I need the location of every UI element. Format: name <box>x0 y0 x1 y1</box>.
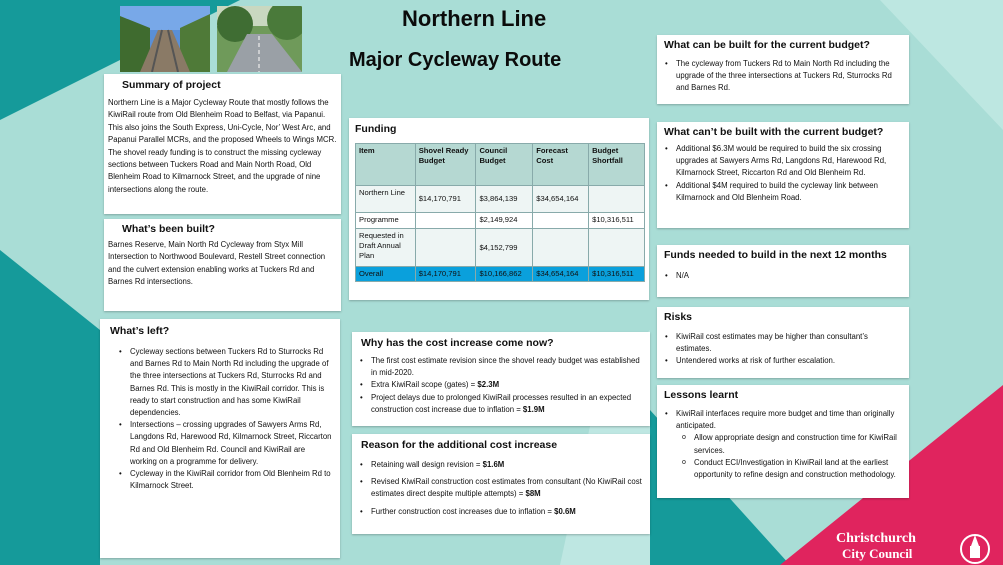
summary-heading: Summary of project <box>122 79 221 91</box>
list-item: o Allow appropriate design and construction time for KiwiRail services. <box>680 432 904 456</box>
list-item <box>357 379 645 391</box>
table-total-row <box>356 267 645 282</box>
risks-card <box>657 307 909 378</box>
table-header: Forecast Cost <box>533 144 589 186</box>
can-list <box>662 58 904 95</box>
list-item: • Cycleway in the KiwiRail corridor from Old Blenheim Rd to Kilmarnock Street. <box>116 468 334 492</box>
cant-list <box>662 143 904 204</box>
why-heading: Why has the cost increase come now? <box>361 337 554 349</box>
table-header: Item <box>356 144 416 186</box>
table-row <box>356 186 645 213</box>
table-cell: $34,654,164 <box>533 186 589 213</box>
table-cell <box>415 229 476 267</box>
item-amount: $1.6M <box>482 460 505 469</box>
table-cell <box>533 213 589 229</box>
item-amount: $8M <box>525 489 541 499</box>
list-item: • Untendered works at risk of further escalation. <box>662 355 904 367</box>
funding-table <box>355 143 645 282</box>
council-logo <box>836 532 996 564</box>
funds-list <box>662 270 904 282</box>
item-text: Retaining wall design revision = <box>371 460 483 469</box>
table-cell: $10,316,511 <box>589 267 645 282</box>
lessons-sublist <box>680 432 904 481</box>
table-cell: $10,316,511 <box>589 213 645 229</box>
lessons-list <box>662 408 904 432</box>
lessons-heading: Lessons learnt <box>664 389 739 401</box>
table-cell: Programme <box>356 213 416 229</box>
table-cell <box>589 229 645 267</box>
list-item: • N/A <box>662 270 904 282</box>
built-body: Barnes Reserve, Main North Rd Cycleway from Styx Mill Intersection to Northwood Boulevard, Restell Street connection and the culvert extension enabling works at Tuckers Rd and Barnes Rd intersections. <box>108 240 326 287</box>
can-card <box>657 35 909 104</box>
left-card <box>100 319 340 558</box>
list-item: • Intersections – crossing upgrades of Sawyers Arms Rd, Langdons Rd, Harewood Rd, Kilmarnock Street, Riccarton Rd and Old Blenheim Rd. Council and KiwiRail are working on a programme for delivery. <box>116 419 334 468</box>
table-cell: Northern Line <box>356 186 416 213</box>
table-cell: $10,166,862 <box>476 267 533 282</box>
logo-text-line1: Christchurch <box>836 531 916 546</box>
table-cell: Requested in Draft Annual Plan <box>356 229 416 267</box>
reason-heading: Reason for the additional cost increase <box>361 439 558 451</box>
table-cell: $4,152,799 <box>476 229 533 267</box>
item-amount: $0.6M <box>554 506 576 516</box>
list-item: • The cycleway from Tuckers Rd to Main North Rd including the upgrade of the three intersections at Tuckers Rd, Sturrocks Rd and Barnes Rd. <box>662 58 904 95</box>
list-item: • KiwiRail cost estimates may be higher than consultant’s estimates. <box>662 331 904 355</box>
why-card <box>352 332 650 426</box>
page-title: Northern Line <box>402 6 547 31</box>
photo-cycleway-path <box>217 6 302 72</box>
table-cell: $14,170,791 <box>415 267 476 282</box>
table-row <box>356 229 645 267</box>
why-list <box>357 355 645 416</box>
lessons-card <box>657 385 909 498</box>
cant-card <box>657 122 909 228</box>
table-cell: $3,864,139 <box>476 186 533 213</box>
risks-heading: Risks <box>664 311 693 323</box>
item-amount: $2.3M <box>477 380 500 390</box>
summary-card <box>104 74 341 214</box>
list-item: • Additional $4M required to build the cycleway link between Kilmarnock and Old Blenheim Road. <box>662 180 904 204</box>
risks-list <box>662 331 904 368</box>
cathedral-icon <box>958 532 992 564</box>
list-item: • Cycleway sections between Tuckers Rd to Sturrocks Rd and Barnes Rd to Main North Rd including the upgrade of the three intersections at Tuckers Rd, Sturrocks Rd and Barnes Rd. This is mostly in the KiwiRail corridor. This is ready to start construction and has some KiwiRail dependencies. <box>116 346 334 419</box>
list-item <box>357 392 645 416</box>
reason-list <box>357 459 645 518</box>
funds-heading: Funds needed to build in the next 12 months <box>664 249 887 261</box>
table-cell <box>589 186 645 213</box>
left-list <box>116 346 334 492</box>
table-header: Budget Shortfall <box>589 144 645 186</box>
table-header: Council Budget <box>476 144 533 186</box>
item-text: Revised KiwiRail construction cost estimates from consultant (No KiwiRail cost estimates direct despite multiple attempts) = <box>371 477 642 499</box>
table-header: Shovel Ready Budget <box>415 144 476 186</box>
funds-card <box>657 245 909 297</box>
summary-body: Northern Line is a Major Cycleway Route that mostly follows the KiwiRail route from Old Blenheim Road to Belfast, via Papanui. This also joins the South Express, Uni-Cycle, Nor’ West Arc, and Papanui Parallel MCRs, and the proposed Wheels to Wings MCR. The shovel ready funding is to construct the missing cycleway sections between Tuckers Road and Main North Road, Old Blenheim Road to Kilmarnock Street, and the upgrade of nine intersections along the route. <box>108 98 337 194</box>
table-cell <box>415 213 476 229</box>
built-card <box>104 219 341 311</box>
item-text: Further construction cost increases due to inflation = <box>371 506 555 516</box>
list-item: o Conduct ECI/Investigation in KiwiRail land at the earliest opportunity to refine design and construction methodology. <box>680 457 904 481</box>
can-heading: What can be built for the current budget? <box>664 39 870 51</box>
cant-heading: What can’t be built with the current budget? <box>664 126 884 138</box>
left-heading: What’s left? <box>110 325 170 337</box>
page-subtitle: Major Cycleway Route <box>349 49 562 71</box>
table-cell: $34,654,164 <box>533 267 589 282</box>
table-cell: $2,149,924 <box>476 213 533 229</box>
table-cell: $14,170,791 <box>415 186 476 213</box>
item-amount: $1.9M <box>522 404 545 414</box>
photo-rail-corridor <box>120 6 210 72</box>
built-heading: What’s been built? <box>122 223 215 235</box>
reason-card <box>352 434 650 534</box>
item-text: Extra KiwiRail scope (gates) = <box>371 380 478 390</box>
table-row <box>356 213 645 229</box>
list-item <box>357 459 645 471</box>
item-text: The first cost estimate revision since the shovel ready budget was established in mid-2020. <box>371 356 640 378</box>
list-item: • Additional $6.3M would be required to build the six crossing upgrades at Sawyers Arms Rd, Langdons Rd, Harewood Rd, Kilmarnock Street, Riccarton Rd and Old Blenheim Rd. <box>662 143 904 180</box>
funding-heading: Funding <box>355 123 397 135</box>
table-cell <box>533 229 589 267</box>
list-item <box>357 476 645 500</box>
logo-text-line2: City Council <box>842 546 913 561</box>
list-item <box>357 506 645 518</box>
table-cell: Overall <box>356 267 416 282</box>
list-item: • KiwiRail interfaces require more budget and time than originally anticipated. <box>662 408 904 432</box>
list-item <box>357 355 645 379</box>
item-text: Project delays due to prolonged KiwiRail processes resulted in an expected construction cost increase due to inflation = <box>371 392 632 414</box>
